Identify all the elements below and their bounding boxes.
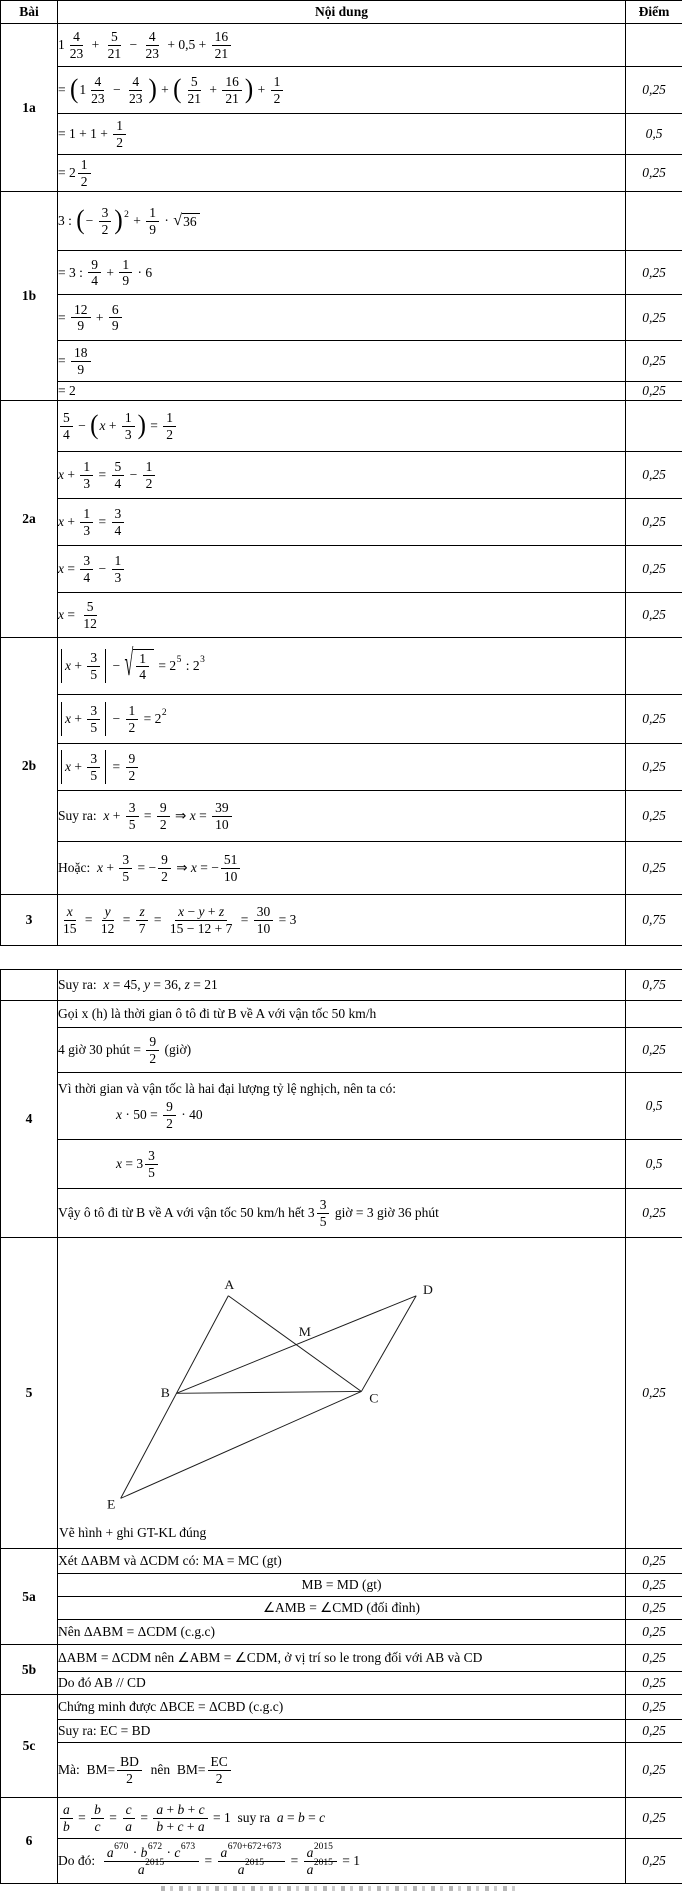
col-header-diem: Điểm [626, 1, 682, 24]
formula-line: Xét ΔABM và ΔCDM có: MA = MC (gt) [58, 1552, 625, 1570]
table-row [1, 1140, 682, 1189]
solution-cell [58, 251, 626, 295]
problem-label-3: 3 [1, 895, 58, 946]
solution-cell [58, 67, 626, 114]
solution-cell [58, 1073, 626, 1140]
answer-table-part2 [0, 969, 682, 1884]
formula-line: x + $\frac{3}{5}$ − √ $\frac{1}{4}$ = 2 5 : 2 3 [58, 649, 625, 683]
solution-cell [58, 295, 626, 341]
formula-line: = 1 + 1 + $\frac{1}{2}$ [58, 117, 625, 150]
formula-line: Hoặc: x + $\frac{3}{5}$ = − $\frac{9}{2}$ ⇒ x = − $\frac{51}{10}$ [58, 851, 625, 884]
figure-point-label-E: E [107, 1497, 115, 1512]
table-row [1, 24, 682, 67]
points-cell: 0,25 [626, 155, 682, 192]
formula-line: ∠AMB = ∠CMD (đối đỉnh) [58, 1599, 625, 1617]
cutoff-text-fragment [161, 1886, 521, 1891]
solution-cell [58, 452, 626, 499]
table-row [1, 251, 682, 295]
points-cell: 0,5 [626, 1073, 682, 1140]
table-row [1, 452, 682, 499]
problem-label-2b: 2b [1, 638, 58, 895]
table-row [1, 1743, 682, 1798]
formula-line: MB = MD (gt) [58, 1576, 625, 1594]
points-cell: 0,25 [626, 295, 682, 341]
formula-line: x = 3 $\frac{3}{5}$ [58, 1147, 625, 1180]
points-cell: 0,25 [626, 452, 682, 499]
points-cell: 0,25 [626, 1189, 682, 1238]
points-cell: 0,25 [626, 382, 682, 401]
figure-point-label-C: C [369, 1391, 378, 1406]
points-cell [626, 24, 682, 67]
table-row [1, 1028, 682, 1073]
formula-line: = 3 : $\frac{9}{4}$ + $\frac{1}{9}$ · 6 [58, 256, 625, 289]
formula-line: = $\frac{12}{9}$ + $\frac{6}{9}$ [58, 301, 625, 334]
points-cell: 0,25 [626, 842, 682, 895]
points-cell [626, 638, 682, 695]
table-row [1, 1672, 682, 1695]
formula-line: 3 : ( − $\frac{3}{2}$ ) 2 + $\frac{1}{9}$ · √ 36 [58, 204, 625, 237]
problem-label-4: 4 [1, 1001, 58, 1238]
table-row [1, 1620, 682, 1645]
table-row [1, 1798, 682, 1839]
formula-line: Suy ra: EC = BD [58, 1722, 625, 1740]
formula-line: Chứng minh được ΔBCE = ΔCBD (c.g.c) [58, 1698, 625, 1716]
solution-cell [58, 1574, 626, 1597]
table-row [1, 1720, 682, 1743]
figure-segment-EC [121, 1391, 362, 1498]
points-cell: 0,25 [626, 744, 682, 791]
formula-line: x + $\frac{3}{5}$ = $\frac{9}{2}$ [58, 750, 625, 783]
solution-cell [58, 1620, 626, 1645]
table-row [1, 1695, 682, 1720]
figure-segment-BD [176, 1296, 416, 1394]
points-cell [626, 401, 682, 452]
table-row [1, 155, 682, 192]
table-row [1, 1839, 682, 1884]
table-row [1, 1238, 682, 1549]
table-row [1, 341, 682, 382]
solution-cell [58, 1645, 626, 1672]
table-row [1, 382, 682, 401]
formula-line: x = $\frac{3}{4}$ − $\frac{1}{3}$ [58, 552, 625, 585]
formula-line: x + $\frac{1}{3}$ = $\frac{5}{4}$ − $\frac{1}{2}$ [58, 458, 625, 491]
solution-cell [58, 791, 626, 842]
table-row [1, 401, 682, 452]
formula-line: = 2 $\frac{1}{2}$ [58, 156, 625, 189]
solution-cell [58, 895, 626, 946]
table-row [1, 1001, 682, 1028]
points-cell [626, 1001, 682, 1028]
formula-line: x + $\frac{3}{5}$ − $\frac{1}{2}$ = 2 2 [58, 702, 625, 735]
points-cell: 0,25 [626, 1672, 682, 1695]
formula-line: = 2 [58, 382, 625, 400]
solution-cell [58, 1839, 626, 1884]
points-cell: 0,25 [626, 1839, 682, 1884]
table-row [1, 1073, 682, 1140]
problem-label-5: 5 [1, 1238, 58, 1549]
solution-cell [58, 1189, 626, 1238]
figure-segment-AE [121, 1296, 229, 1499]
solution-cell [58, 593, 626, 638]
solution-cell [58, 1028, 626, 1073]
formula-line: = ( 1 $\frac{4}{23}$ − $\frac{4}{23}$ ) + ( $\frac{5}{21}$ + $\frac{16}{21}$ ) + $\frac{1}{2}$ [58, 73, 625, 106]
table-row [1, 842, 682, 895]
solution-cell [58, 499, 626, 546]
points-cell: 0,25 [626, 1597, 682, 1620]
solution-cell [58, 744, 626, 791]
problem-label-1b: 1b [1, 192, 58, 401]
points-cell: 0,5 [626, 114, 682, 155]
table-row [1, 1645, 682, 1672]
points-cell: 0,25 [626, 499, 682, 546]
solution-cell [58, 1597, 626, 1620]
table-row [1, 114, 682, 155]
solution-cell [58, 638, 626, 695]
formula-line: Vì thời gian và vận tốc là hai đại lượng tỷ lệ nghịch, nên ta có: [58, 1080, 625, 1098]
solution-cell [58, 401, 626, 452]
problem-label-2a: 2a [1, 401, 58, 638]
figure-segment-AC [228, 1296, 361, 1392]
problem-label-5c: 5c [1, 1695, 58, 1798]
points-cell: 0,75 [626, 970, 682, 1001]
formula-line: x + $\frac{1}{3}$ = $\frac{3}{4}$ [58, 505, 625, 538]
table-row [1, 546, 682, 593]
solution-cell [58, 155, 626, 192]
points-cell [626, 192, 682, 251]
solution-cell [58, 1549, 626, 1574]
formula-line: Suy ra: x + $\frac{3}{5}$ = $\frac{9}{2}$ ⇒ x = $\frac{39}{10}$ [58, 799, 625, 832]
problem-label-empty [1, 970, 58, 1001]
figure-container [58, 1241, 625, 1523]
solution-cell [58, 1001, 626, 1028]
figure-point-label-B: B [161, 1385, 170, 1400]
formula-line: ΔABM = ΔCDM nên ∠ABM = ∠CDM, ở vị trí so le trong đối với AB và CD [58, 1649, 625, 1667]
formula-line: x = $\frac{5}{12}$ [58, 598, 625, 631]
figure-segment-BC [176, 1391, 361, 1393]
points-cell: 0,25 [626, 1549, 682, 1574]
figure-point-label-D: D [423, 1282, 433, 1297]
table-row [1, 499, 682, 546]
solution-cell [58, 970, 626, 1001]
points-cell: 0,25 [626, 1695, 682, 1720]
solution-cell [58, 341, 626, 382]
points-cell: 0,25 [626, 695, 682, 744]
solution-cell [58, 1238, 626, 1549]
points-cell: 0,25 [626, 1238, 682, 1549]
solution-cell [58, 1720, 626, 1743]
points-cell: 0,75 [626, 895, 682, 946]
points-cell: 0,25 [626, 1574, 682, 1597]
solution-cell [58, 114, 626, 155]
problem-label-1a: 1a [1, 24, 58, 192]
table-row [1, 1597, 682, 1620]
table-row [1, 695, 682, 744]
table-row [1, 970, 682, 1001]
problem-label-6: 6 [1, 1798, 58, 1884]
problem-label-5b: 5b [1, 1645, 58, 1695]
formula-line: 4 giờ 30 phút = $\frac{9}{2}$ (giờ) [58, 1033, 625, 1066]
solution-cell [58, 1695, 626, 1720]
table-row [1, 1549, 682, 1574]
points-cell: 0,25 [626, 1720, 682, 1743]
solution-cell [58, 1798, 626, 1839]
col-header-bai: Bài [1, 1, 58, 24]
formula-line: $\frac{x}{15}$ = $\frac{y}{12}$ = $\frac{z}{7}$ = x − y + z 15 − 12 + 7 = $\frac{30}{10}$ = 3 [58, 903, 625, 936]
figure-caption: Vẽ hình + ghi GT-KL đúng [58, 1523, 625, 1545]
formula-line: Gọi x (h) là thời gian ô tô đi từ B về A với vận tốc 50 km/h [58, 1005, 625, 1023]
points-cell: 0,25 [626, 1620, 682, 1645]
table-row [1, 295, 682, 341]
table-row [1, 744, 682, 791]
formula-line: Vậy ô tô đi từ B về A với vận tốc 50 km/h hết 3 $\frac{3}{5}$ giờ = 3 giờ 36 phút [58, 1196, 625, 1229]
formula-line: Do đó AB // CD [58, 1674, 625, 1692]
formula-line: x · 50 = $\frac{9}{2}$ · 40 [58, 1098, 625, 1131]
solution-cell [58, 842, 626, 895]
points-cell: 0,25 [626, 1743, 682, 1798]
figure-point-label-M: M [299, 1324, 311, 1339]
points-cell: 0,25 [626, 1645, 682, 1672]
table-header [1, 1, 682, 24]
table-row [1, 791, 682, 842]
formula-line: = $\frac{18}{9}$ [58, 344, 625, 377]
table-split-gap [0, 946, 682, 969]
table-row [1, 593, 682, 638]
points-cell: 0,25 [626, 791, 682, 842]
points-cell: 0,25 [626, 593, 682, 638]
table-row [1, 895, 682, 946]
formula-line: Nên ΔABM = ΔCDM (c.g.c) [58, 1623, 625, 1641]
points-cell: 0,25 [626, 1798, 682, 1839]
formula-line: Mà: BM= $\frac{BD}{2}$ nên BM= $\frac{EC}{2}$ [58, 1753, 625, 1786]
col-header-noidung: Nội dung [58, 1, 626, 24]
figure-segment-CD [361, 1296, 416, 1392]
table-row [1, 638, 682, 695]
formula-line: 1 $\frac{4}{23}$ + $\frac{5}{21}$ − $\frac{4}{23}$ + 0,5 + $\frac{16}{21}$ [58, 28, 625, 61]
figure-point-label-A: A [224, 1277, 234, 1292]
table-row [1, 1189, 682, 1238]
solution-cell [58, 695, 626, 744]
solution-cell [58, 382, 626, 401]
formula-line: $\frac{5}{4}$ − ( x + $\frac{1}{3}$ ) = $\frac{1}{2}$ [58, 409, 625, 442]
points-cell: 0,25 [626, 546, 682, 593]
solution-cell [58, 24, 626, 67]
points-cell: 0,25 [626, 1028, 682, 1073]
points-cell: 0,25 [626, 341, 682, 382]
points-cell: 0,25 [626, 251, 682, 295]
solution-cell [58, 1140, 626, 1189]
solution-cell [58, 1672, 626, 1695]
formula-line: Suy ra: x = 45, y = 36, z = 21 [58, 976, 625, 994]
table-row [1, 67, 682, 114]
header-row [1, 1, 682, 24]
points-cell: 0,25 [626, 67, 682, 114]
solution-cell [58, 192, 626, 251]
geometry-figure [60, 1247, 608, 1519]
problem-label-5a: 5a [1, 1549, 58, 1645]
solution-cell [58, 1743, 626, 1798]
formula-line: Do đó: a 670 · b 672 · c 673 a 2015 = a 670+672+673 a 2015 = a 2015 a 2015 = 1 [58, 1844, 625, 1877]
solution-cell [58, 546, 626, 593]
points-cell: 0,5 [626, 1140, 682, 1189]
formula-line: $\frac{a}{b}$ = $\frac{b}{c}$ = $\frac{c}{a}$ = a + b + c b + c + a = 1 suy ra a = b = c [58, 1801, 625, 1834]
table-row [1, 192, 682, 251]
table-row [1, 1574, 682, 1597]
